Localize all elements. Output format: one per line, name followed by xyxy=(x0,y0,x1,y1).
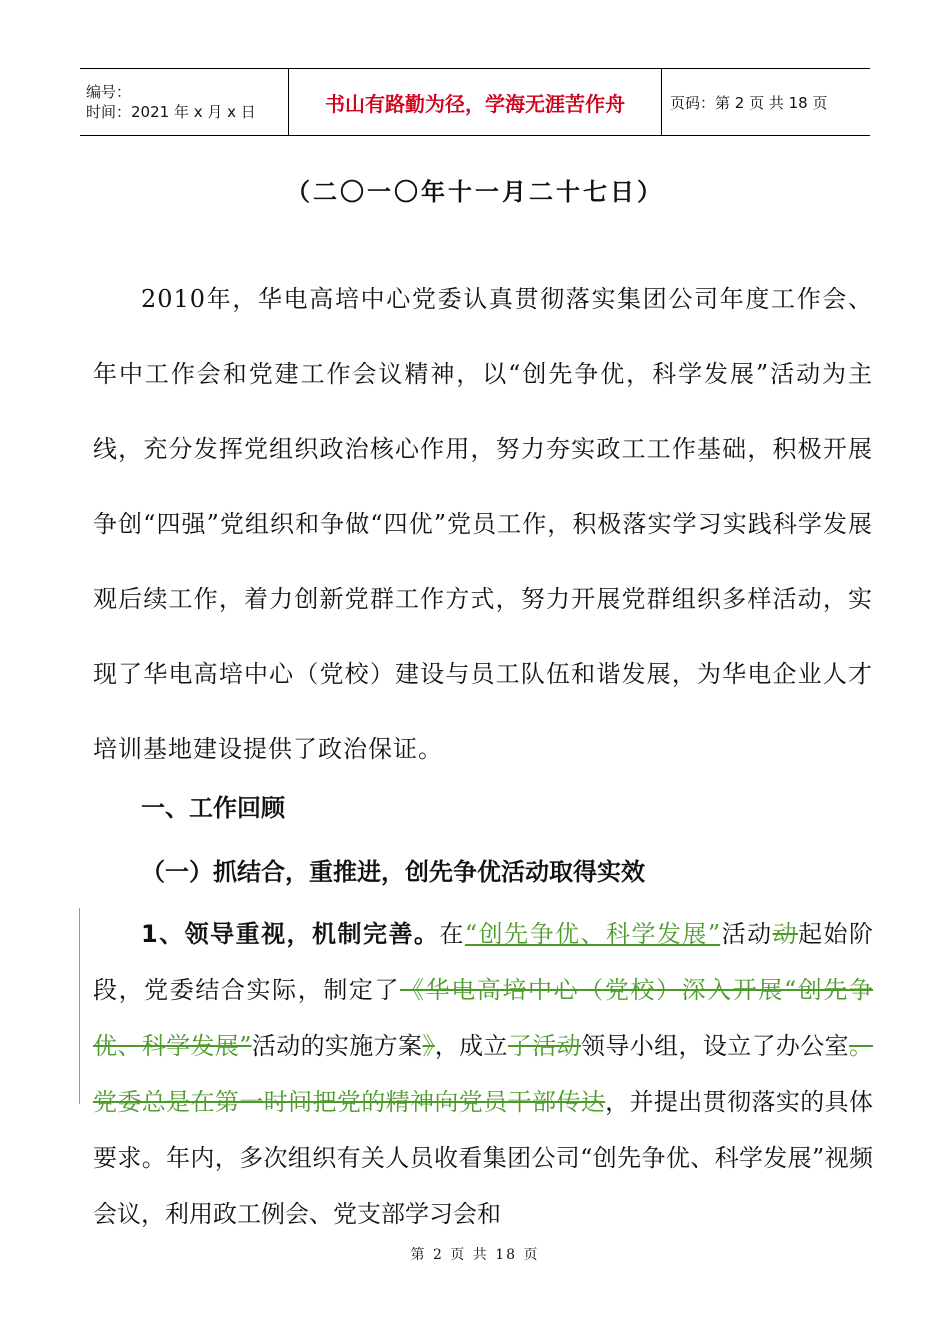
serial-label: 编号： xyxy=(86,83,132,101)
document-date: （二〇一〇年十一月二十七日） xyxy=(286,178,664,206)
document-header xyxy=(80,68,870,136)
time-label: 时间：2021 年 x 月 x 日 xyxy=(86,103,256,121)
text-run: ，并提出贯彻落实的具体要求。年内，多次组织有关人员收看集团公司“创先争优、科学发展”视频会议，利用政工例会、党支部学习会和 xyxy=(93,1088,874,1228)
deleted-text: 动 xyxy=(772,920,799,948)
text-run: 在 xyxy=(439,920,465,948)
deleted-text: 了活动 xyxy=(507,1032,581,1060)
paragraph-leadership xyxy=(93,906,873,1242)
text-run: 领导小组，设立了办公室 xyxy=(581,1032,850,1060)
page-footer: 第 2 页 共 18 页 xyxy=(410,1247,540,1263)
subsection-heading: （一）抓结合，重推进，创先争优活动取得实效 xyxy=(141,858,645,886)
intro-paragraph: 2010年，华电高培中心党委认真贯彻落实集团公司年度工作会、年中工作会和党建工作会议精神，以“创先争优，科学发展”活动为主线，充分发挥党组织政治核心作用，努力夯实政工工作基础，积极开展争创“四强”党组织和争做“四优”党员工作，积极落实学习实践科学发展观后续工作，着力创新党群工作方式，努力开展党群组织多样活动，实现了华电高培中心（党校）建设与员工队伍和谐发展，为华电企业人才培训基地建设提供了政治保证。 xyxy=(93,285,873,763)
deleted-text: 《华电高培中心（党校）深入开展“创先争优、科学发展” xyxy=(93,976,873,1060)
text-run: 起始阶段，党委结合实际，制定了 xyxy=(93,920,874,1004)
revision-change-bar xyxy=(79,908,80,1104)
paragraph-lead: 1、领导重视，机制完善。 xyxy=(141,920,440,948)
deleted-text: 。党委总是在第一时间把党的精神向党员干部传达 xyxy=(93,1032,874,1116)
section-heading: 一、工作回顾 xyxy=(141,794,285,822)
header-motto: 书山有路勤为径，学海无涯苦作舟 xyxy=(289,69,662,136)
inserted-text: “创先争优、科学发展” xyxy=(464,920,721,948)
text-run: 活动 xyxy=(720,920,773,948)
deleted-text: 》 xyxy=(422,1032,435,1060)
header-page-label: 页码：第 2 页 共 18 页 xyxy=(662,69,871,136)
text-run: 活动的实施方案 xyxy=(251,1032,423,1060)
header-meta xyxy=(80,69,289,136)
text-run: ，成立 xyxy=(434,1032,508,1060)
